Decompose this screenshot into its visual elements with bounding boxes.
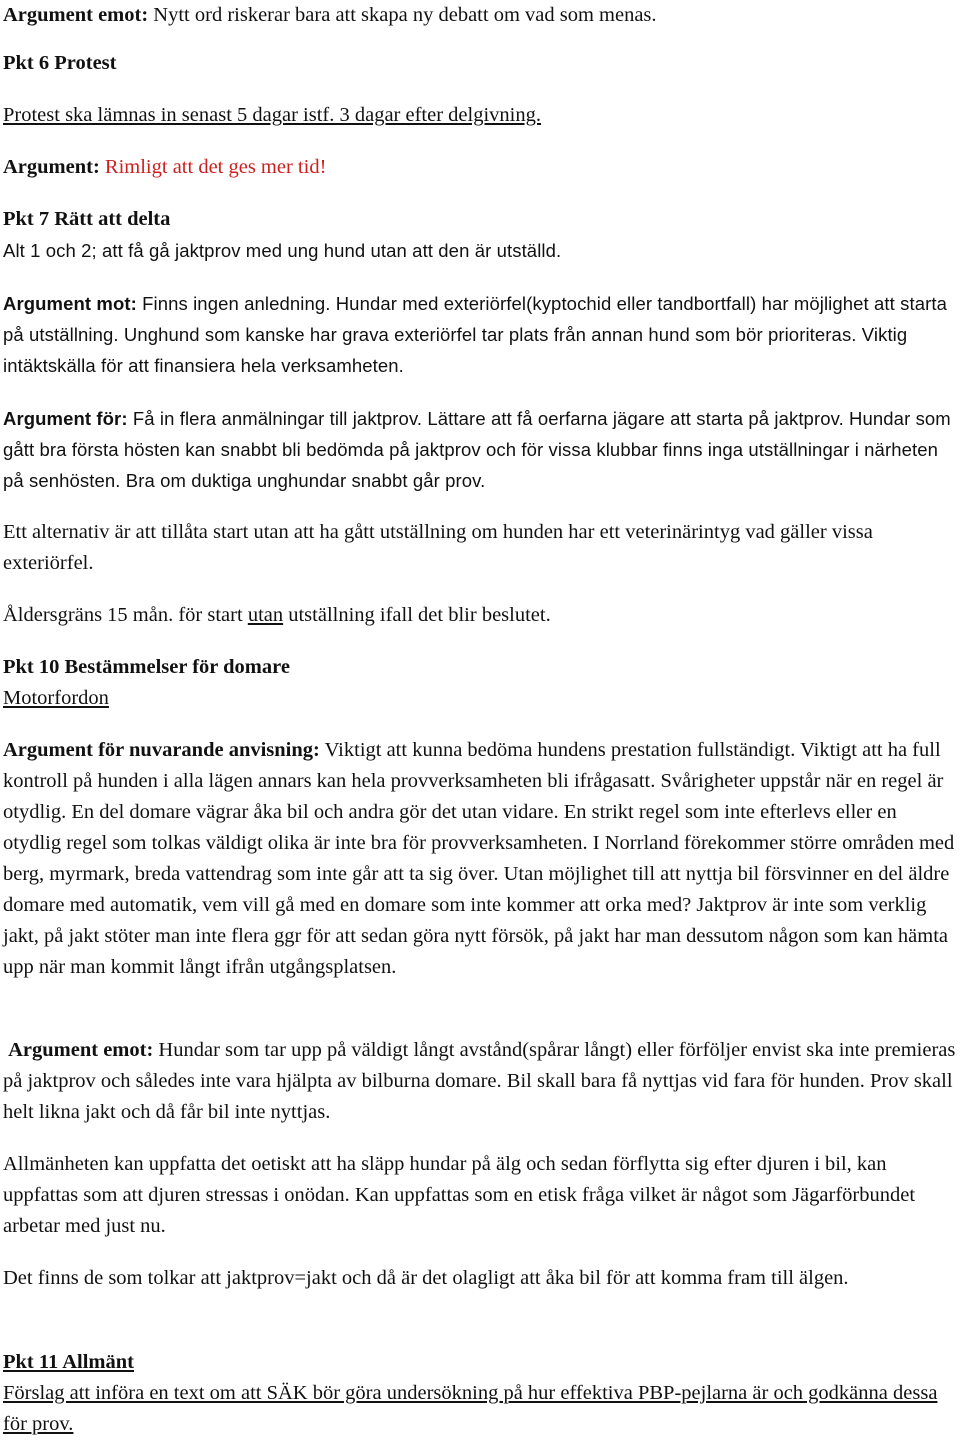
age-text-underlined: utan [247, 604, 284, 626]
pkt11-heading [3, 1347, 958, 1378]
argument-label: Argument emot: [8, 1039, 154, 1061]
alternatives-text: Alt 1 och 2; att få gå jaktprov med ung hund utan att den är utställd. [3, 240, 562, 261]
pkt7-alternatives [3, 235, 958, 266]
argument-label: Argument emot: [3, 4, 149, 26]
pkt10-heading [3, 652, 958, 683]
pkt7-heading [3, 204, 958, 235]
pkt6-argument [3, 152, 958, 183]
paragraph-text: Viktigt att kunna bedöma hundens prestation fullständigt. Viktigt att ha full kontroll på hunden i alla lägen annars kan hela provverksamheten bli ifrågasatt. Svårigheter uppstår när en regel är otydlig. En del domare vägrar åka bil och andra gör det utan vidare. En strikt regel som inte efterlevs eller en otydlig regel som tolkas väldigt olika är inte bra för provverksamheten. I Norrland förekommer större områden med berg, myrmark, breda vattendrag som inte går att ta sig över. Utan möjlighet till att nyttja bil försvinner en del äldre domare med automatik, vem vill gå med en domare som inte kommer att orka med? Jaktprov är inte som verklig jakt, på jakt stöter man inte flera ggr för att sedan göra nytt försök, på jakt har man dessutom någon som kan hämta upp när man kommit långt ifrån utgångsplatsen. [3, 739, 955, 978]
paragraph-text: Ett alternativ är att tillåta start utan att ha gått utställning om hunden har ett veterinärintyg vad gäller vissa exteriörfel. [3, 521, 873, 574]
age-limit-paragraph [3, 600, 958, 631]
heading-text: Pkt 6 Protest [3, 52, 117, 74]
paragraph-text: Finns ingen anledning. Hundar med exteriörfel(kyptochid eller tandbortfall) har möjlighet att starta på utställning. Unghund som kanske har grava exteriörfel tar plats från annan hund som bör prioriteras. Viktig intäktskälla för att finansiera hela verksamheten. [3, 293, 948, 376]
heading-text: Pkt 7 Rätt att delta [3, 208, 171, 230]
argument-text-red: Rimligt att det ges mer tid! [104, 156, 327, 178]
pkt11-text [3, 1378, 958, 1440]
paragraph-text: Allmänheten kan uppfatta det oetiskt att ha släpp hundar på älg och sedan förflytta sig efter djuren i bil, kan uppfattas som att djuren stressas i onödan. Kan uppfattas som en etisk fråga vilket är något som Jägarförbundet arbetar med just nu. [3, 1153, 916, 1237]
alternative-paragraph [3, 517, 958, 579]
pkt10-subheading [3, 683, 958, 714]
argument-mot-paragraph [3, 288, 958, 381]
argument-emot-intro [3, 0, 958, 31]
argument-label: Argument mot: [3, 293, 137, 314]
paragraph-text: Hundar som tar upp på väldigt långt avstånd(spårar långt) eller förföljer envist ska inte premieras på jaktprov och således inte vara hjälpta av bilburna domare. Bil skall bara få nyttjas vid fara för hunden. Prov skall helt likna jakt och då får bil inte nyttjas. [3, 1039, 956, 1123]
age-text-before: Åldersgräns 15 mån. för start [3, 604, 248, 626]
argument-text: Nytt ord riskerar bara att skapa ny debatt om vad som menas. [148, 4, 657, 26]
argument-label: Argument för nuvarande anvisning: [3, 739, 320, 761]
pkt6-heading [3, 48, 958, 79]
heading-text: Pkt 10 Bestämmelser för domare [3, 656, 290, 678]
pkt6-text [3, 100, 958, 131]
paragraph-text: Få in flera anmälningar till jaktprov. Lättare att få oerfarna jägare att starta på jaktprov. Hundar som gått bra första hösten kan snabbt bli bedömda på jaktprov och för vissa klubbar finns inga utställningar i närheten på senhösten. Bra om duktiga unghundar snabbt går prov. [3, 408, 951, 491]
argument-label: Argument: [3, 156, 100, 178]
underlined-text: Protest ska lämnas in senast 5 dagar istf. 3 dagar efter delgivning. [3, 104, 541, 126]
olagligt-paragraph [3, 1263, 958, 1294]
paragraph-text: Det finns de som tolkar att jaktprov=jakt och då är det olagligt att åka bil för att komma fram till älgen. [3, 1267, 849, 1289]
argument-emot-paragraph [3, 1035, 958, 1128]
argument-nuvarande-paragraph [3, 735, 958, 983]
heading-text: Pkt 11 Allmänt [3, 1351, 134, 1373]
argument-for-paragraph [3, 403, 958, 496]
allmanheten-paragraph [3, 1149, 958, 1242]
argument-label: Argument för: [3, 408, 128, 429]
age-text-after: utställning ifall det blir beslutet. [283, 604, 551, 626]
underlined-text: Förslag att införa en text om att SÄK bör göra undersökning på hur effektiva PBP-pejlarna är och godkänna dessa för prov. [3, 1382, 938, 1435]
subheading-text: Motorfordon [3, 687, 109, 709]
